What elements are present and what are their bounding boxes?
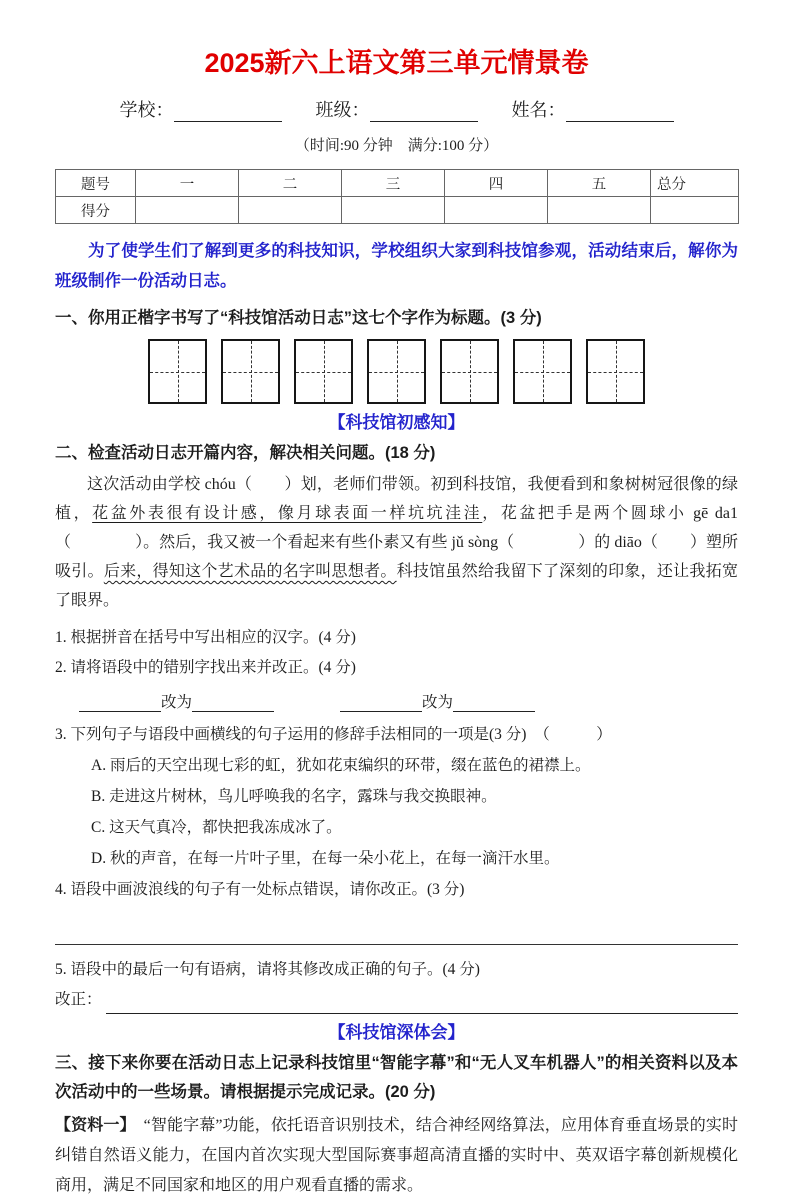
- score-header-col2: 二: [239, 170, 342, 197]
- question-5-correction-line: [55, 986, 738, 1014]
- correction-label: 改正：: [55, 991, 102, 1008]
- school-field: [120, 96, 282, 122]
- question-3: 3. 下列句子与语段中画横线的句子运用的修辞手法相同的一项是(3 分) （ ）: [55, 726, 612, 743]
- correct-char-blank: [453, 693, 535, 712]
- option-c-label: C.: [91, 819, 106, 836]
- school-label: 学校：: [119, 100, 174, 120]
- student-info-line: [55, 96, 738, 122]
- material-1-text: “智能字幕”功能，依托语音识别技术，结合神经网络算法，应用体育垂直场景的实时纠错自然语义能力，在国内首次实现大型国际赛事超高清直播的实时中、英双语字幕创新规模化商用，满足不同国家和地区的用户观看直播的需求。: [55, 1117, 738, 1194]
- question-2: 2. 请将语段中的错别字找出来并改正。(4 分): [55, 659, 356, 676]
- question-3-options: [55, 750, 738, 874]
- score-cell: [239, 197, 342, 224]
- score-table-header-row: [56, 170, 739, 197]
- question-4-answer-line: [55, 918, 738, 945]
- section2-passage: [55, 470, 738, 615]
- material-1-label: 【资料一】: [55, 1117, 128, 1134]
- option-a-text: 雨后的天空出现七彩的虹，犹如花束编织的环带，缀在蓝色的裙襟上。: [109, 757, 591, 774]
- wrong-char-blank: [340, 693, 422, 712]
- passage-plain-3: 科技馆虽然给我留下了深刻的印象，还让我拓宽了眼界。: [55, 563, 738, 609]
- option-a-label: A.: [91, 757, 107, 774]
- question-5-answer-blank: [106, 993, 738, 1014]
- question-5: 5. 语段中的最后一句有语病，请将其修改成正确的句子。(4 分): [55, 961, 480, 978]
- option-d: [91, 843, 738, 874]
- gaiwei-label: 改为: [161, 694, 193, 711]
- score-cell: [445, 197, 548, 224]
- section1-heading: 一、你用正楷字书写了“科技馆活动日志”这七个字作为标题。(3 分): [55, 309, 542, 327]
- section2-heading: 二、检查活动日志开篇内容，解决相关问题。(18 分): [55, 444, 436, 462]
- score-table-score-row: [56, 197, 739, 224]
- option-c-text: 这天气真冷，都快把我冻成冰了。: [109, 819, 342, 836]
- option-b: [91, 781, 738, 812]
- score-header-col4: 四: [445, 170, 548, 197]
- writing-grid-box: [294, 339, 353, 404]
- time-score-info: （时间:90 分钟 满分:100 分）: [294, 138, 499, 154]
- passage-wavy-sentence: 后来，得知这个艺术品的名字叫思想者。: [103, 563, 397, 580]
- page-title: 2025新六上语文第三单元情景卷: [204, 48, 589, 78]
- wrong-char-blank: [79, 693, 161, 712]
- passage-plain-1: 这次活动由学校 chóu（ ）划，老师们带领。初到科技馆，我便看到和象树树冠很像的绿植，: [55, 476, 738, 522]
- class-blank: [370, 101, 478, 122]
- name-blank: [566, 101, 674, 122]
- class-label: 班级：: [315, 100, 370, 120]
- score-cell: [548, 197, 651, 224]
- correction-blanks-line: [79, 690, 738, 712]
- question-1: 1. 根据拼音在括号中写出相应的汉字。(4 分): [55, 629, 356, 646]
- score-row-label: 得分: [56, 197, 136, 224]
- name-label: 姓名：: [511, 100, 566, 120]
- section2-banner: 【科技馆深体会】: [328, 1023, 465, 1042]
- option-d-text: 秋的声音，在每一片叶子里，在每一朵小花上，在每一滴汗水里。: [109, 850, 560, 867]
- score-header-col3: 三: [342, 170, 445, 197]
- score-cell: [651, 197, 739, 224]
- correct-char-blank: [192, 693, 274, 712]
- writing-grid-box: [440, 339, 499, 404]
- score-header-tihao: 题号: [56, 170, 136, 197]
- section3-heading: 三、接下来你要在活动日志上记录科技馆里“智能字幕”和“无人叉车机器人”的相关资料以及本次活动中的一些场景。请根据提示完成记录。(20 分): [55, 1054, 738, 1101]
- writing-grid-box: [221, 339, 280, 404]
- option-a: [91, 750, 738, 781]
- writing-grid-row: [55, 339, 738, 404]
- score-table: [55, 169, 739, 224]
- material-1: [55, 1111, 738, 1201]
- writing-grid-box: [367, 339, 426, 404]
- score-header-total: 总分: [651, 170, 739, 197]
- writing-grid-box: [586, 339, 645, 404]
- section1-banner: 【科技馆初感知】: [328, 413, 465, 432]
- writing-grid-box: [148, 339, 207, 404]
- question-4: 4. 语段中画波浪线的句子有一处标点错误，请你改正。(3 分): [55, 881, 465, 898]
- name-field: [512, 96, 674, 122]
- option-c: [91, 812, 738, 843]
- passage-underlined-sentence: 花盆外表很有设计感，像月球表面一样坑坑洼洼: [92, 505, 483, 522]
- option-b-label: B.: [91, 788, 106, 805]
- writing-grid-box: [513, 339, 572, 404]
- score-header-col5: 五: [548, 170, 651, 197]
- option-d-label: D.: [91, 850, 107, 867]
- school-blank: [174, 101, 282, 122]
- gaiwei-label: 改为: [422, 694, 454, 711]
- score-cell: [136, 197, 239, 224]
- score-header-col1: 一: [136, 170, 239, 197]
- passage-plain-2: ，花盆把手是两个圆球小 gē da1（ ）。然后，我又被一个看起来有些仆素又有些 jǔ sòng（ ）的 diāo（ ）塑所吸引。: [55, 505, 738, 580]
- class-field: [316, 96, 478, 122]
- option-b-text: 走进这片树林，鸟儿呼唤我的名字，露珠与我交换眼神。: [109, 788, 497, 805]
- scenario-intro: 为了使学生们了解到更多的科技知识，学校组织大家到科技馆参观，活动结束后，解你为班级制作一份活动日志。: [55, 242, 738, 290]
- score-cell: [342, 197, 445, 224]
